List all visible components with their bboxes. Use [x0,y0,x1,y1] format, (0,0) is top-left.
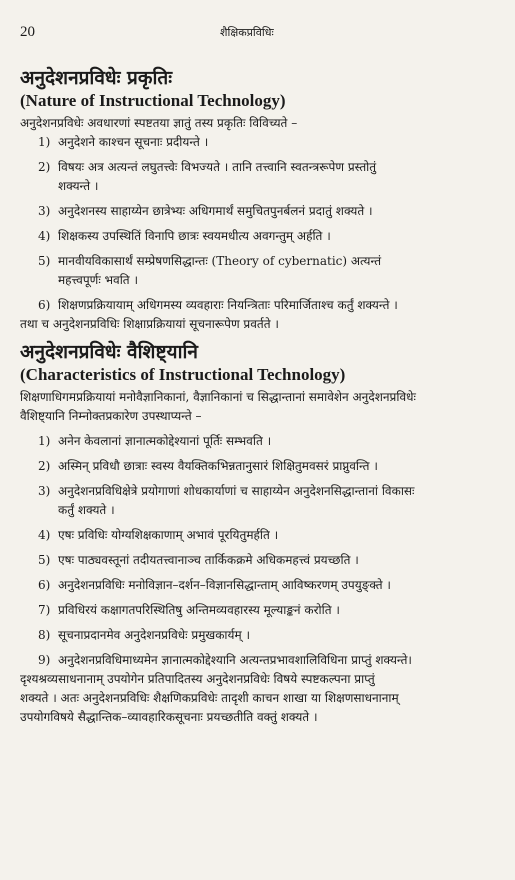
section2-heading: अनुदेशनप्रविधेः वैशिष्ट्यानि [20,341,198,363]
list-item: 8) सूचनाप्रदानमेव अनुदेशनप्रविधेः प्रमुखकार्यम् । [38,628,251,642]
list-item: 5) मानवीयविकासार्थं सम्प्रेषणसिद्धान्तः (Theory of cybernatic) अत्यन्तं [38,254,382,268]
list-item: 3) अनुदेशनस्य साहाय्येन छात्रेभ्यः अधिगमार्थं समुचितपुनर्बलनं प्रदातुं शक्यते । [38,204,373,218]
list-item: 4) एषः प्रविधिः योग्यशिक्षकाणाम् अभावं पूरयितुमर्हति । [38,528,279,542]
section2-intro-continued: वैशिष्ट्यानि निम्नोक्तप्रकारेण उपस्थाप्यन्ते – [20,409,202,423]
running-title: शैक्षिकप्रविधिः [220,26,274,39]
list-item: 7) प्रविधिरयं कक्षागतपरिस्थितिषु अन्तिमव्यवहारस्य मूल्याङ्कनं करोति । [38,603,340,617]
list-item: 2) अस्मिन् प्रविधौ छात्राः स्वस्य वैयक्तिकभिन्नतानुसारं शिक्षितुमवसरं प्राप्नुवन्ति । [38,459,378,473]
list-item: 1) अनुदेशने काश्चन सूचनाः प्रदीयन्ते । [38,135,209,149]
list-item-continuation: शक्यन्ते । [58,179,99,193]
section2-closing-line: शक्यते । अतः अनुदेशनप्रविधिः शैक्षणिकप्रविधेः तादृशी काचन शाखा या शिक्षणसाधनानाम् [20,691,399,705]
section2-closing-line: उपयोगविषये सैद्धान्तिक–व्यावहारिकसूचनाः प्रयच्छतीति वक्तुं शक्यते । [20,710,318,724]
list-item: 4) शिक्षकस्य उपस्थितिं विनापि छात्रः स्वयमधीत्य अवगन्तुम् अर्हति । [38,229,331,243]
section1-intro: अनुदेशनप्रविधेः अवधारणां स्पष्टतया ज्ञातुं तस्य प्रकृतिः विविच्यते – [20,116,298,130]
list-item-continuation: महत्त्वपूर्णः भवति । [58,273,139,287]
list-item: 5) एषः पाठ्यवस्तूनां तदीयतत्त्वानाञ्च तार्किकक्रमे अधिकमहत्त्वं प्रयच्छति । [38,553,359,567]
section1-closing: तथा च अनुदेशनप्रविधिः शिक्षाप्रक्रियायां सूचनारूपेण प्रवर्तते । [20,317,279,331]
section1-heading-english: (Nature of Instructional Technology) [20,91,286,110]
list-item-continuation: कर्तुं शक्यते । [58,503,115,517]
list-item: 6) अनुदेशनप्रविधिः मनोविज्ञान–दर्शन–विज्ञानसिद्धान्ताम् आविष्करणम् उपयुङ्क्ते । [38,578,391,592]
list-item: 3) अनुदेशनप्रविधिक्षेत्रे प्रयोगाणां शोधकार्याणां च साहाय्येन अनुदेशनसिद्धान्तानां विकासः [38,484,415,498]
list-item: 2) विषयः अत्र अत्यन्तं लघुतत्त्वेः विभज्यते । तानि तत्त्वानि स्वतन्त्ररूपेण प्रस्तोतुं [38,160,377,174]
section1-heading: अनुदेशनप्रविधेः प्रकृतिः [20,67,173,89]
section2-intro: शिक्षणाधिगमप्रक्रियायां मनोवैज्ञानिकानां, वैज्ञानिकानां च सिद्धान्तानां समावेशेन अनुदेशनप्रविधेः [20,390,416,404]
section2-closing-line: दृश्यश्रव्यसाधनानाम् उपयोगेन प्रतिपादितस्य अनुदेशनप्रविधेः विषये स्पष्टकल्पना प्राप्तुं [20,672,375,686]
section2-heading-english: (Characteristics of Instructional Technology) [20,365,346,384]
page-number: 20 [20,24,35,40]
list-item: 6) शिक्षणप्रक्रियायाम् अधिगमस्य व्यवहाराः नियन्त्रिताः परिमार्जिताश्च कर्तुं शक्यन्ते । [38,298,398,312]
list-item: 1) अनेन केवलानां ज्ञानात्मकोद्देश्यानां पूर्तिः सम्भवति । [38,434,272,448]
list-item: 9) अनुदेशनप्रविधिमाध्यमेन ज्ञानात्मकोद्देश्यानि अत्यन्तप्रभावशालिविधिना प्राप्तुं शक्यन्ते। [38,653,412,667]
page-header [20,24,497,44]
